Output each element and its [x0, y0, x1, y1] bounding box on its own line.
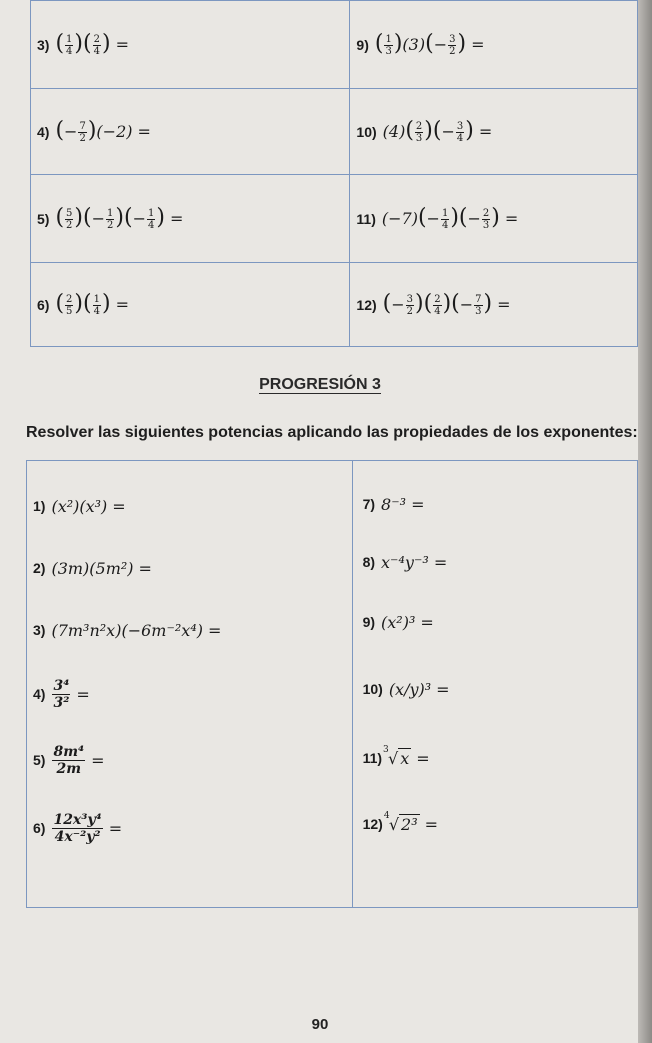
- radical-expression: 4 √ 2³: [383, 810, 418, 834]
- section-title: PROGRESIÓN 3: [259, 376, 381, 393]
- left-column: [27, 461, 353, 908]
- exercise-expression: ( $\frac{5}{2}$ )(− $\frac{1}{2}$ )(− $\frac{1}{4}$ ): [55, 204, 165, 231]
- exercise-number: 5): [37, 210, 50, 227]
- exercise-expression: (− $\frac{3}{2}$ )( $\frac{2}{4}$ )(− $\frac{7}{3}$ ): [382, 290, 493, 317]
- exercise-item: 2) (3m)(5m²) =: [33, 558, 152, 578]
- exercise-item: 4) $\frac{\text{3⁴}}{\text{3²}}$ =: [33, 677, 90, 711]
- exercise-number: 12): [356, 296, 377, 313]
- exercise-item: 11) 3 √ x =: [362, 744, 430, 768]
- exercise-item: 8) x⁻⁴y⁻³ =: [362, 552, 448, 572]
- page-edge: [638, 0, 652, 1043]
- exercise-item: 7) 8⁻³ =: [362, 494, 425, 514]
- exercise-item: 12) 4 √ 2³ =: [362, 810, 439, 834]
- exercise-cell: 6) ( $\frac{2}{5}$ )( $\frac{1}{4}$ ) =: [31, 263, 350, 347]
- exercise-cell: 10) (4)( $\frac{2}{3}$ )(− $\frac{3}{4}$ ) =: [350, 89, 638, 175]
- exercise-cell: 5) ( $\frac{5}{2}$ )(− $\frac{1}{2}$ )(− $\frac{1}{4}$ ) =: [31, 175, 350, 263]
- exercise-item: 5) $\frac{\text{8m⁴}}{2m}$ =: [33, 743, 105, 777]
- page-number: 90: [311, 1016, 329, 1033]
- exercise-expression: ( $\frac{2}{5}$ )( $\frac{1}{4}$ ): [55, 290, 111, 317]
- exercise-item: 3) (7m³n²x)(−6m⁻²x⁴) =: [33, 620, 222, 640]
- exercise-number: 10): [356, 123, 377, 140]
- exercise-expression: (−7)(− $\frac{1}{4}$ )(− $\frac{2}{3}$ ): [381, 204, 500, 231]
- exercise-number: 9): [356, 36, 369, 53]
- exercise-number: 6): [37, 296, 50, 313]
- exercise-number: 4): [37, 123, 50, 140]
- exercise-cell: 3) ( $\frac{1}{4}$ )( $\frac{2}{4}$ ) =: [31, 1, 350, 89]
- exercise-item: 6) $\frac{\text{12x³y⁴}}{\text{4x⁻²y²}}$ =: [33, 811, 123, 845]
- right-column: [352, 461, 637, 908]
- instruction-text: Resolver las siguientes potencias aplicando las propiedades de los exponentes:: [26, 424, 638, 441]
- exercise-item: 9) (x²)³ =: [362, 612, 434, 632]
- exercise-cell: 9) ( $\frac{1}{3}$ )(3)(− $\frac{3}{2}$ ) =: [350, 1, 638, 89]
- exercise-cell: 12) (− $\frac{3}{2}$ )( $\frac{2}{4}$ )(− $\frac{7}{3}$ ) =: [350, 263, 638, 347]
- exercise-expression: ( $\frac{1}{4}$ )( $\frac{2}{4}$ ): [55, 30, 111, 57]
- exercise-item: 10) (x/y)³ =: [362, 679, 450, 699]
- exercise-expression: (− $\frac{7}{2}$ )(−2): [55, 117, 133, 144]
- exercise-cell: 4) (− $\frac{7}{2}$ )(−2) =: [31, 89, 350, 175]
- exercise-expression: (4)( $\frac{2}{3}$ )(− $\frac{3}{4}$ ): [382, 117, 474, 144]
- exercise-number: 11): [356, 210, 376, 227]
- radical-expression: 3 √ x: [383, 744, 410, 768]
- exponents-table: [26, 460, 638, 908]
- exercise-number: 3): [37, 36, 50, 53]
- exercise-expression: ( $\frac{1}{3}$ )(3)(− $\frac{3}{2}$ ): [374, 30, 467, 57]
- top-table: [30, 0, 638, 347]
- exercise-cell: 11) (−7)(− $\frac{1}{4}$ )(− $\frac{2}{3}$ ) =: [350, 175, 638, 263]
- exercise-item: 1) (x²)(x³) =: [33, 496, 126, 516]
